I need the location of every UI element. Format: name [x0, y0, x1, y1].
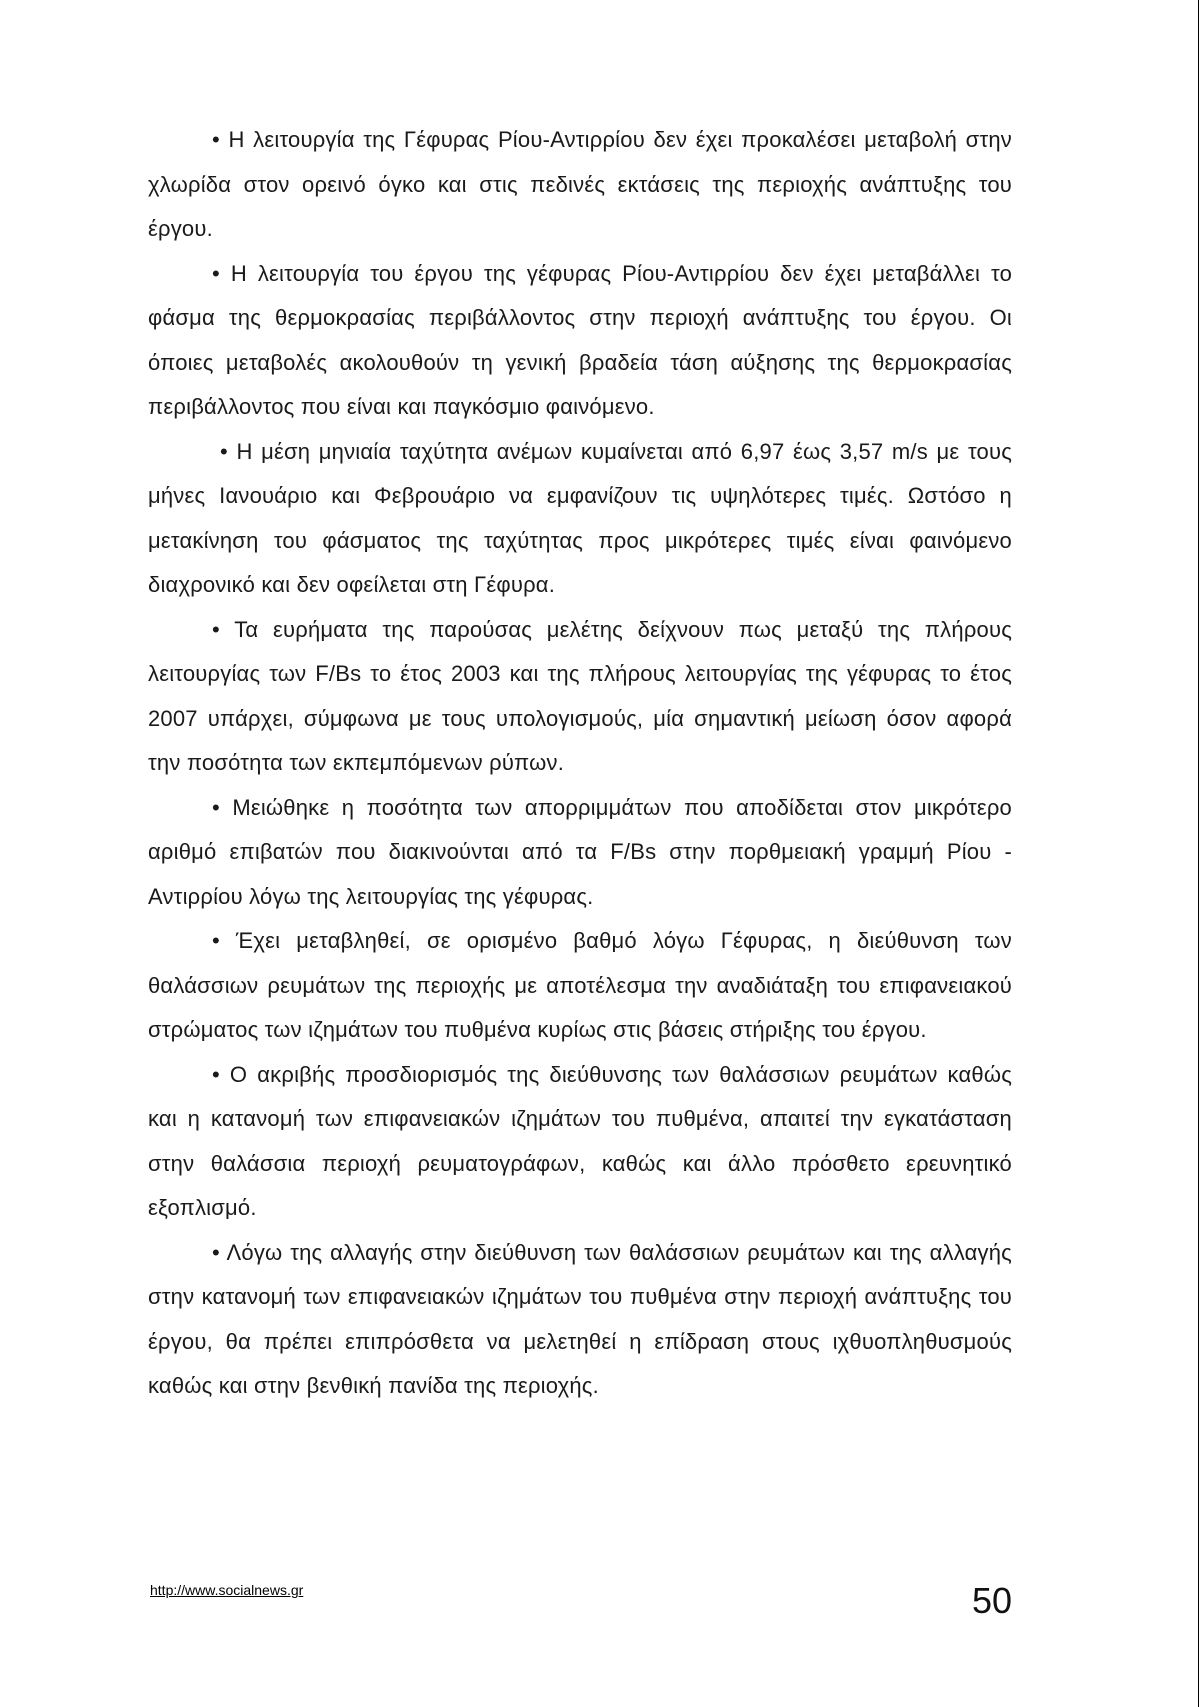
- bullet-paragraph-emissions: • Τα ευρήματα της παρούσας μελέτης δείχνουν πως μεταξύ της πλήρους λειτουργίας των F/Bs το έτος 2003 και της πλήρους λειτουργίας της γέφυρας το έτος 2007 υπάρχει, σύμφωνα με τους υπολογισμούς, μία σημαντική μείωση όσον αφορά την ποσότητα των εκπεμπόμενων ρύπων.: [148, 608, 1012, 786]
- bullet-paragraph-flora: • Η λειτουργία της Γέφυρας Ρίου-Αντιρρίου δεν έχει προκαλέσει μεταβολή στην χλωρίδα στον ορεινό όγκο και στις πεδινές εκτάσεις της περιοχής ανάπτυξης του έργου.: [148, 118, 1012, 252]
- footer-link[interactable]: http://www.socialnews.gr: [150, 1582, 304, 1598]
- page-number: 50: [971, 1580, 1012, 1621]
- bullet-paragraph-fish-populations: • Λόγω της αλλαγής στην διεύθυνση των θαλάσσιων ρευμάτων και της αλλαγής στην κατανομή των επιφανειακών ιζημάτων του πυθμένα στην περιοχή ανάπτυξης του έργου, θα πρέπει επιπρόσθετα να μελετηθεί η επίδραση στους ιχθυοπληθυσμούς καθώς και στην βενθική πανίδα της περιοχής.: [148, 1231, 1012, 1409]
- body-text: [148, 118, 1012, 1409]
- bullet-paragraph-waste: • Μειώθηκε η ποσότητα των απορριμμάτων που αποδίδεται στον μικρότερο αριθμό επιβατών που διακινούνται από τα F/Bs στην πορθμειακή γραμμή Ρίου - Αντιρρίου λόγω της λειτουργίας της γέφυρας.: [148, 786, 1012, 920]
- bullet-paragraph-measurement: • Ο ακριβής προσδιορισμός της διεύθυνσης των θαλάσσιων ρευμάτων καθώς και η κατανομή των επιφανειακών ιζημάτων του πυθμένα, απαιτεί την εγκατάσταση στην θαλάσσια περιοχή ρευματογράφων, καθώς και άλλο πρόσθετο ερευνητικό εξοπλισμό.: [148, 1053, 1012, 1231]
- bullet-paragraph-currents: • Έχει μεταβληθεί, σε ορισμένο βαθμό λόγω Γέφυρας, η διεύθυνση των θαλάσσιων ρευμάτων της περιοχής με αποτέλεσμα την αναδιάταξη του επιφανειακού στρώματος των ιζημάτων του πυθμένα κυρίως στις βάσεις στήριξης του έργου.: [148, 919, 1012, 1053]
- bullet-paragraph-wind-speed: • Η μέση μηνιαία ταχύτητα ανέμων κυμαίνεται από 6,97 έως 3,57 m/s με τους μήνες Ιανουάριο και Φεβρουάριο να εμφανίζουν τις υψηλότερες τιμές. Ωστόσο η μετακίνηση του φάσματος της ταχύτητας προς μικρότερες τιμές είναι φαινόμενο διαχρονικό και δεν οφείλεται στη Γέφυρα.: [148, 430, 1012, 608]
- bullet-paragraph-temperature: • Η λειτουργία του έργου της γέφυρας Ρίου-Αντιρρίου δεν έχει μεταβάλλει το φάσμα της θερμοκρασίας περιβάλλοντος στην περιοχή ανάπτυξης του έργου. Οι όποιες μεταβολές ακολουθούν τη γενική βραδεία τάση αύξησης της θερμοκρασίας περιβάλλοντος που είναι και παγκόσμιο φαινόμενο.: [148, 252, 1012, 430]
